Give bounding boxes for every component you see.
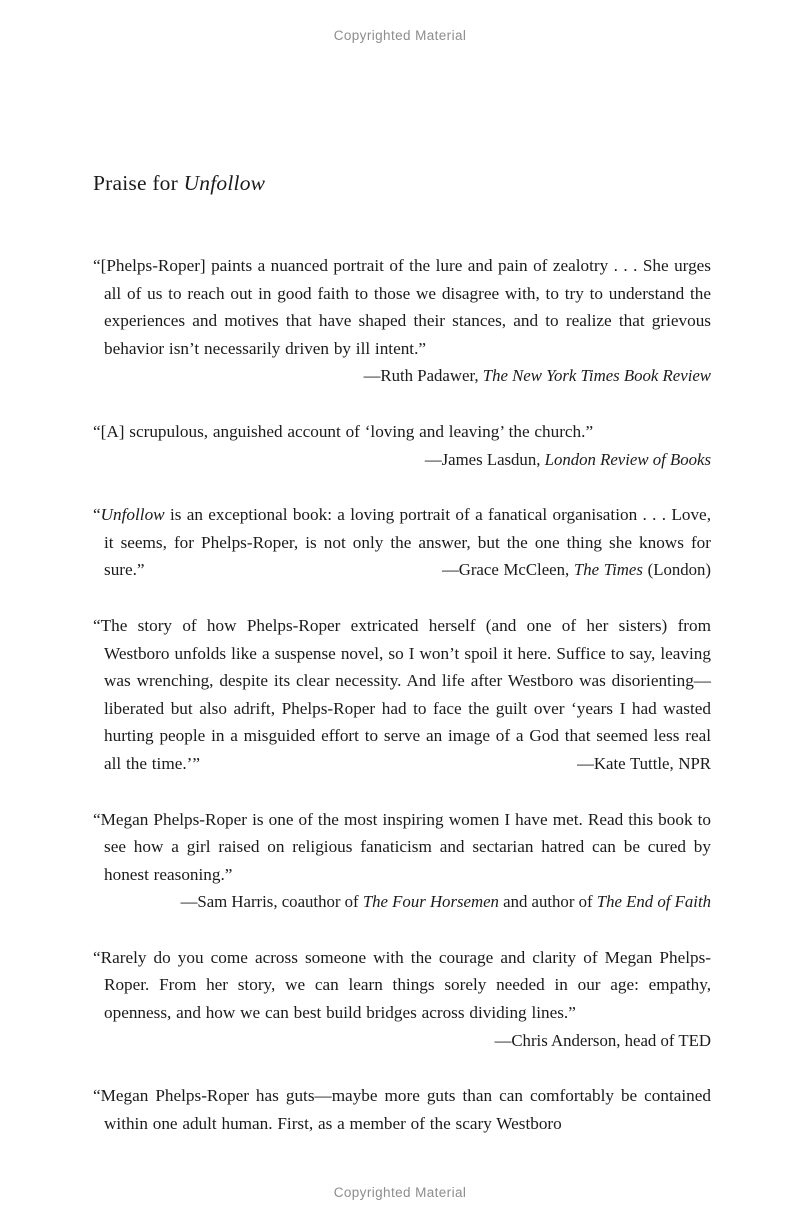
praise-quote-6 bbox=[93, 944, 711, 1054]
quote-text bbox=[93, 252, 711, 362]
attribution-connector: and author of bbox=[498, 892, 597, 912]
page-title-prefix: Praise for bbox=[93, 171, 184, 195]
attribution-name: —Kate Tuttle, NPR bbox=[577, 753, 711, 773]
attribution-source: The New York Times Book Review bbox=[482, 366, 711, 386]
quote-attribution bbox=[93, 1027, 711, 1055]
attribution-name: —Ruth Padawer, bbox=[363, 366, 483, 386]
attribution-source: The Times bbox=[573, 560, 643, 580]
praise-quote-2 bbox=[93, 418, 711, 473]
quote-segment: “ bbox=[93, 505, 101, 525]
attribution-name: —Sam Harris, coauthor of bbox=[180, 892, 363, 912]
praise-quote-4 bbox=[93, 612, 711, 778]
attribution-location: (London) bbox=[642, 560, 711, 580]
quote-segment: “Rarely do you come across someone with the courage and clarity of Megan Phelps-Roper. From her story, we can learn things sorely needed in our age: empathy, openness, and how we can best build bridges across dividing lines.” bbox=[93, 947, 711, 1023]
quote-text bbox=[93, 806, 711, 889]
page-content bbox=[93, 170, 711, 1165]
quote-segment: is an exceptional book: a loving portrait of a fanatical organisation . . . Love, it seems, for Phelps-Roper, is not only the answer, but the one thing she knows for sure.” bbox=[104, 505, 711, 580]
quote-segment: “[A] scrupulous, anguished account of ‘loving and leaving’ the church.” bbox=[93, 421, 594, 441]
attribution-source-2: The End of Faith bbox=[596, 892, 711, 912]
quote-text bbox=[93, 1082, 711, 1137]
copyright-notice-bottom: Copyrighted Material bbox=[333, 1185, 467, 1200]
praise-quote-1 bbox=[93, 252, 711, 390]
quote-segment: “[Phelps-Roper] paints a nuanced portrait of the lure and pain of zealotry . . . She urges all of us to reach out in good faith to those we disagree with, to try to understand the experiences and motives that have shaped their stances, and to realize that grievous behavior isn’t necessarily driven by ill intent.” bbox=[93, 256, 711, 358]
quote-segment: “The story of how Phelps-Roper extricated herself (and one of her sisters) from Westboro unfolds like a suspense novel, so I won’t spoil it here. Suffice to say, leaving was wrenching, despite its clear necessity. And life after Westboro was disorienting—liberated but also adrift, Phelps-Roper had to face the guilt over ‘years I had wasted hurting people in a misguided effort to serve an image of a God that seemed less real all the time.’” bbox=[93, 615, 711, 773]
attribution-name: —James Lasdun, bbox=[424, 449, 545, 469]
quote-segment: “Megan Phelps-Roper has guts—maybe more guts than can comfortably be contained within one adult human. First, as a member of the scary Westboro bbox=[93, 1086, 711, 1133]
attribution-source: The Four Horsemen bbox=[362, 892, 499, 912]
attribution-name: —Grace McCleen, bbox=[441, 560, 574, 580]
quote-segment: “Megan Phelps-Roper is one of the most inspiring women I have met. Read this book to see how a girl raised on religious fanaticism and sectarian hatred can be cured by honest reasoning.” bbox=[93, 809, 711, 884]
praise-quote-3 bbox=[93, 501, 711, 584]
page-title bbox=[93, 170, 711, 196]
quote-text bbox=[93, 418, 711, 446]
page-title-book-name: Unfollow bbox=[183, 171, 266, 195]
quote-attribution bbox=[93, 362, 711, 390]
quote-text bbox=[93, 612, 711, 778]
quote-book-name: Unfollow bbox=[100, 505, 165, 525]
attribution-name: —Chris Anderson, head of TED bbox=[494, 1030, 711, 1050]
quote-text bbox=[93, 944, 711, 1027]
copyright-notice-top: Copyrighted Material bbox=[333, 28, 467, 43]
praise-quote-5 bbox=[93, 806, 711, 916]
attribution-source: London Review of Books bbox=[544, 449, 711, 469]
quote-attribution bbox=[577, 750, 711, 778]
quote-attribution bbox=[93, 446, 711, 474]
quote-text bbox=[93, 501, 711, 584]
quote-attribution bbox=[442, 556, 711, 584]
praise-quote-7 bbox=[93, 1082, 711, 1137]
quote-attribution bbox=[93, 888, 711, 916]
